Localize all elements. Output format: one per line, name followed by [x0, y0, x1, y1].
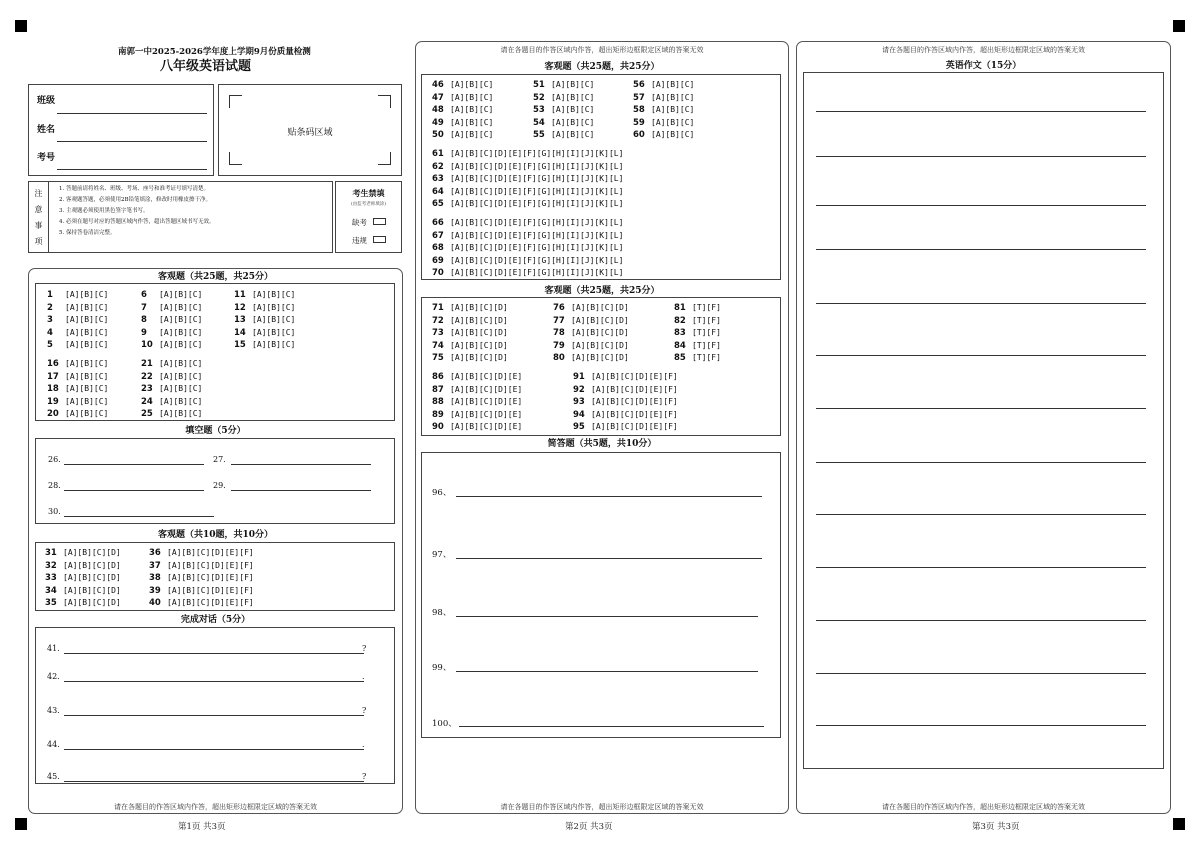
section-title-short: 简答题（共5题，共10分） [547, 439, 657, 449]
essay-line[interactable] [816, 156, 1146, 157]
dialog-blank[interactable] [64, 749, 364, 750]
notice-box [28, 181, 333, 253]
choice-column[interactable]: 1 [A][B][C] 2 [A][B][C] 3 [A][B][C] 4 [A][B][C] 5 [A][B][C] [47, 290, 109, 350]
notice-item: 2. 客观题答题，必须使用2B铅笔填涂，修改时用橡皮擦干净。 [59, 197, 212, 203]
dialog-end: . [362, 672, 365, 681]
alignment-marker [15, 20, 27, 32]
choice-column[interactable]: 86 [A][B][C][D][E] 87 [A][B][C][D][E] 88 [A][B][C][D][E] 89 [A][B][C][D][E] 90 [A][B][C][D][E] [432, 372, 523, 432]
essay-line[interactable] [816, 725, 1146, 726]
dialog-number: 42. [47, 672, 60, 681]
violation-checkbox[interactable] [373, 236, 386, 243]
barcode-area [218, 84, 402, 176]
alignment-marker [1173, 20, 1185, 32]
essay-line[interactable] [816, 408, 1146, 409]
dialog-blank[interactable] [64, 781, 364, 782]
proctor-title: 考生禁填 [352, 188, 385, 198]
choice-column[interactable]: 6 [A][B][C] 7 [A][B][C] 8 [A][B][C] 9 [A][B][C] 10 [A][B][C] [141, 290, 203, 350]
fill-number: 29. [213, 481, 226, 490]
fill-box [35, 438, 395, 524]
short-answer-line[interactable] [456, 671, 758, 672]
corner-mark [229, 152, 242, 165]
corner-mark [229, 95, 242, 108]
dialog-end: . [362, 740, 365, 749]
essay-line[interactable] [816, 462, 1146, 463]
essay-line[interactable] [816, 620, 1146, 621]
essay-line[interactable] [816, 205, 1146, 206]
short-number: 100、 [432, 719, 457, 729]
boundary-warning: 请在各题目的作答区域内作答，超出矩形边框限定区域的答案无效 [882, 46, 1085, 54]
class-label: 班级 [37, 96, 56, 106]
fill-blank[interactable] [231, 490, 371, 491]
dialog-end: ? [362, 772, 367, 781]
choice-column[interactable]: 51 [A][B][C] 52 [A][B][C] 53 [A][B][C] 54 [A][B][C] 55 [A][B][C] [533, 80, 595, 140]
short-number: 97、 [432, 550, 452, 560]
dialog-number: 44. [47, 740, 60, 749]
notice-vertical-label: 注 意 事 项 [29, 182, 49, 252]
proctor-box [335, 181, 402, 253]
student-info-box [28, 84, 214, 176]
corner-mark [378, 95, 391, 108]
page-number: 第2页 共3页 [565, 822, 613, 832]
dialog-box [35, 627, 395, 784]
proctor-subtitle: (由监考老师填涂) [350, 202, 386, 207]
short-number: 98、 [432, 608, 452, 618]
boundary-warning: 请在各题目的作答区域内作答，超出矩形边框限定区域的答案无效 [882, 803, 1085, 811]
choice-column[interactable]: 81 [T][F] 82 [T][F] 83 [T][F] 84 [T][F] 85 [T][F] [674, 303, 721, 363]
short-answer-box [421, 452, 781, 738]
section-title-essay: 英语作文（15分） [945, 61, 1022, 71]
choice-column[interactable]: 71 [A][B][C][D] 72 [A][B][C][D] 73 [A][B][C][D] 74 [A][B][C][D] 75 [A][B][C][D] [432, 303, 508, 363]
boundary-warning: 请在各题目的作答区域内作答，超出矩形边框限定区域的答案无效 [500, 803, 704, 811]
essay-line[interactable] [816, 567, 1146, 568]
short-answer-line[interactable] [459, 726, 764, 727]
choice-column[interactable]: 46 [A][B][C] 47 [A][B][C] 48 [A][B][C] 49 [A][B][C] 50 [A][B][C] [432, 80, 494, 140]
fill-blank[interactable] [231, 464, 371, 465]
exam-number-label: 考号 [37, 153, 56, 163]
short-number: 96、 [432, 488, 452, 498]
choice-column[interactable]: 21 [A][B][C] 22 [A][B][C] 23 [A][B][C] 24 [A][B][C] 25 [A][B][C] [141, 359, 203, 419]
barcode-label: 贴条码区域 [287, 128, 333, 138]
choice-column[interactable]: 91 [A][B][C][D][E][F] 92 [A][B][C][D][E][F] 93 [A][B][C][D][E][F] 94 [A][B][C][D][E][F] 95 [A][B][C][D][E][F] [573, 372, 678, 432]
dialog-end: ? [362, 644, 367, 653]
choice-box-1-25 [35, 283, 395, 421]
choice-column[interactable]: 16 [A][B][C] 17 [A][B][C] 18 [A][B][C] 19 [A][B][C] 20 [A][B][C] [47, 359, 109, 419]
section-title-obj3: 客观题（共25题，共25分） [544, 62, 660, 72]
alignment-marker [1173, 818, 1185, 830]
absent-checkbox[interactable] [373, 218, 386, 225]
class-field[interactable] [57, 113, 207, 114]
fill-blank[interactable] [64, 490, 204, 491]
notice-item: 5. 保持答卷清洁完整。 [59, 230, 116, 236]
absent-label: 缺考 [352, 218, 367, 227]
fill-number: 28. [48, 481, 61, 490]
alignment-marker [15, 818, 27, 830]
name-label: 姓名 [37, 125, 56, 135]
school-name: 南郭一中2025-2026学年度上学期9月份质量检测 [118, 47, 311, 57]
essay-line[interactable] [816, 111, 1146, 112]
notice-item: 3. 主观题必须使用黑色签字笔书写。 [59, 208, 149, 214]
essay-line[interactable] [816, 355, 1146, 356]
dialog-end: ? [362, 706, 367, 715]
exam-number-field[interactable] [57, 169, 207, 170]
notice-item: 4. 必须在题号对应的答题区域内作答，超出答题区域书写无效。 [59, 219, 215, 225]
fill-blank[interactable] [64, 464, 204, 465]
exam-title: 八年级英语试题 [160, 59, 252, 74]
choice-column[interactable]: 56 [A][B][C] 57 [A][B][C] 58 [A][B][C] 59 [A][B][C] 60 [A][B][C] [633, 80, 695, 140]
essay-line[interactable] [816, 514, 1146, 515]
page-number: 第3页 共3页 [972, 822, 1020, 832]
fill-number: 26. [48, 455, 61, 464]
choice-column[interactable]: 31 [A][B][C][D] 32 [A][B][C][D] 33 [A][B][C][D] 34 [A][B][C][D] 35 [A][B][C][D] [45, 548, 121, 608]
dialog-number: 41. [47, 644, 60, 653]
dialog-number: 43. [47, 706, 60, 715]
short-answer-line[interactable] [456, 496, 762, 497]
dialog-number: 45. [47, 772, 60, 781]
violation-label: 违规 [352, 236, 367, 245]
short-answer-line[interactable] [456, 558, 762, 559]
fill-number: 27. [213, 455, 226, 464]
essay-box [803, 72, 1164, 769]
choice-column[interactable]: 66 [A][B][C][D][E][F][G][H][I][J][K][L] 67 [A][B][C][D][E][F][G][H][I][J][K][L] 68 [A][B][C][D][E][F][G][H][I][J][K][L] 69 [A][B][C][D][E][F][G][H][I][J][K][L] 70 [A][B][C][D][E][F][G][H][I][J][K][L] [432, 218, 624, 278]
section-title-obj4: 客观题（共25题，共25分） [544, 286, 660, 296]
essay-line[interactable] [816, 249, 1146, 250]
choice-column[interactable]: 36 [A][B][C][D][E][F] 37 [A][B][C][D][E][F] 38 [A][B][C][D][E][F] 39 [A][B][C][D][E][F] 40 [A][B][C][D][E][F] [149, 548, 254, 608]
section-title-dialog: 完成对话（5分） [180, 615, 251, 625]
section-title-obj1: 客观题（共25题，共25分） [157, 272, 274, 282]
page-number: 第1页 共3页 [178, 822, 226, 832]
choice-box-71-95 [421, 297, 781, 436]
boundary-warning: 请在各题目的作答区域内作答，超出矩形边框限定区域的答案无效 [114, 803, 317, 811]
essay-line[interactable] [816, 673, 1146, 674]
fill-number: 30. [48, 507, 61, 516]
short-number: 99、 [432, 663, 452, 673]
name-field[interactable] [57, 141, 207, 142]
choice-column[interactable]: 61 [A][B][C][D][E][F][G][H][I][J][K][L] 62 [A][B][C][D][E][F][G][H][I][J][K][L] 63 [A][B][C][D][E][F][G][H][I][J][K][L] 64 [A][B][C][D][E][F][G][H][I][J][K][L] 65 [A][B][C][D][E][F][G][H][I][J][K][L] [432, 149, 624, 209]
fill-blank[interactable] [64, 516, 214, 517]
boundary-warning: 请在各题目的作答区域内作答，超出矩形边框限定区域的答案无效 [500, 46, 704, 54]
choice-box-46-70 [421, 74, 781, 280]
short-answer-line[interactable] [456, 616, 758, 617]
section-title-obj2: 客观题（共10题，共10分） [157, 530, 274, 540]
dialog-blank[interactable] [64, 653, 364, 654]
section-title-fill: 填空题（5分） [185, 426, 246, 436]
choice-column[interactable]: 11 [A][B][C] 12 [A][B][C] 13 [A][B][C] 14 [A][B][C] 15 [A][B][C] [234, 290, 296, 350]
choice-column[interactable]: 76 [A][B][C][D] 77 [A][B][C][D] 78 [A][B][C][D] 79 [A][B][C][D] 80 [A][B][C][D] [553, 303, 629, 363]
essay-line[interactable] [816, 303, 1146, 304]
corner-mark [378, 152, 391, 165]
notice-item: 1. 答题前请将姓名、班级、考场、座号和准考证号填写清楚。 [59, 186, 209, 192]
dialog-blank[interactable] [64, 681, 364, 682]
dialog-blank[interactable] [64, 715, 364, 716]
choice-box-31-40 [35, 542, 395, 611]
